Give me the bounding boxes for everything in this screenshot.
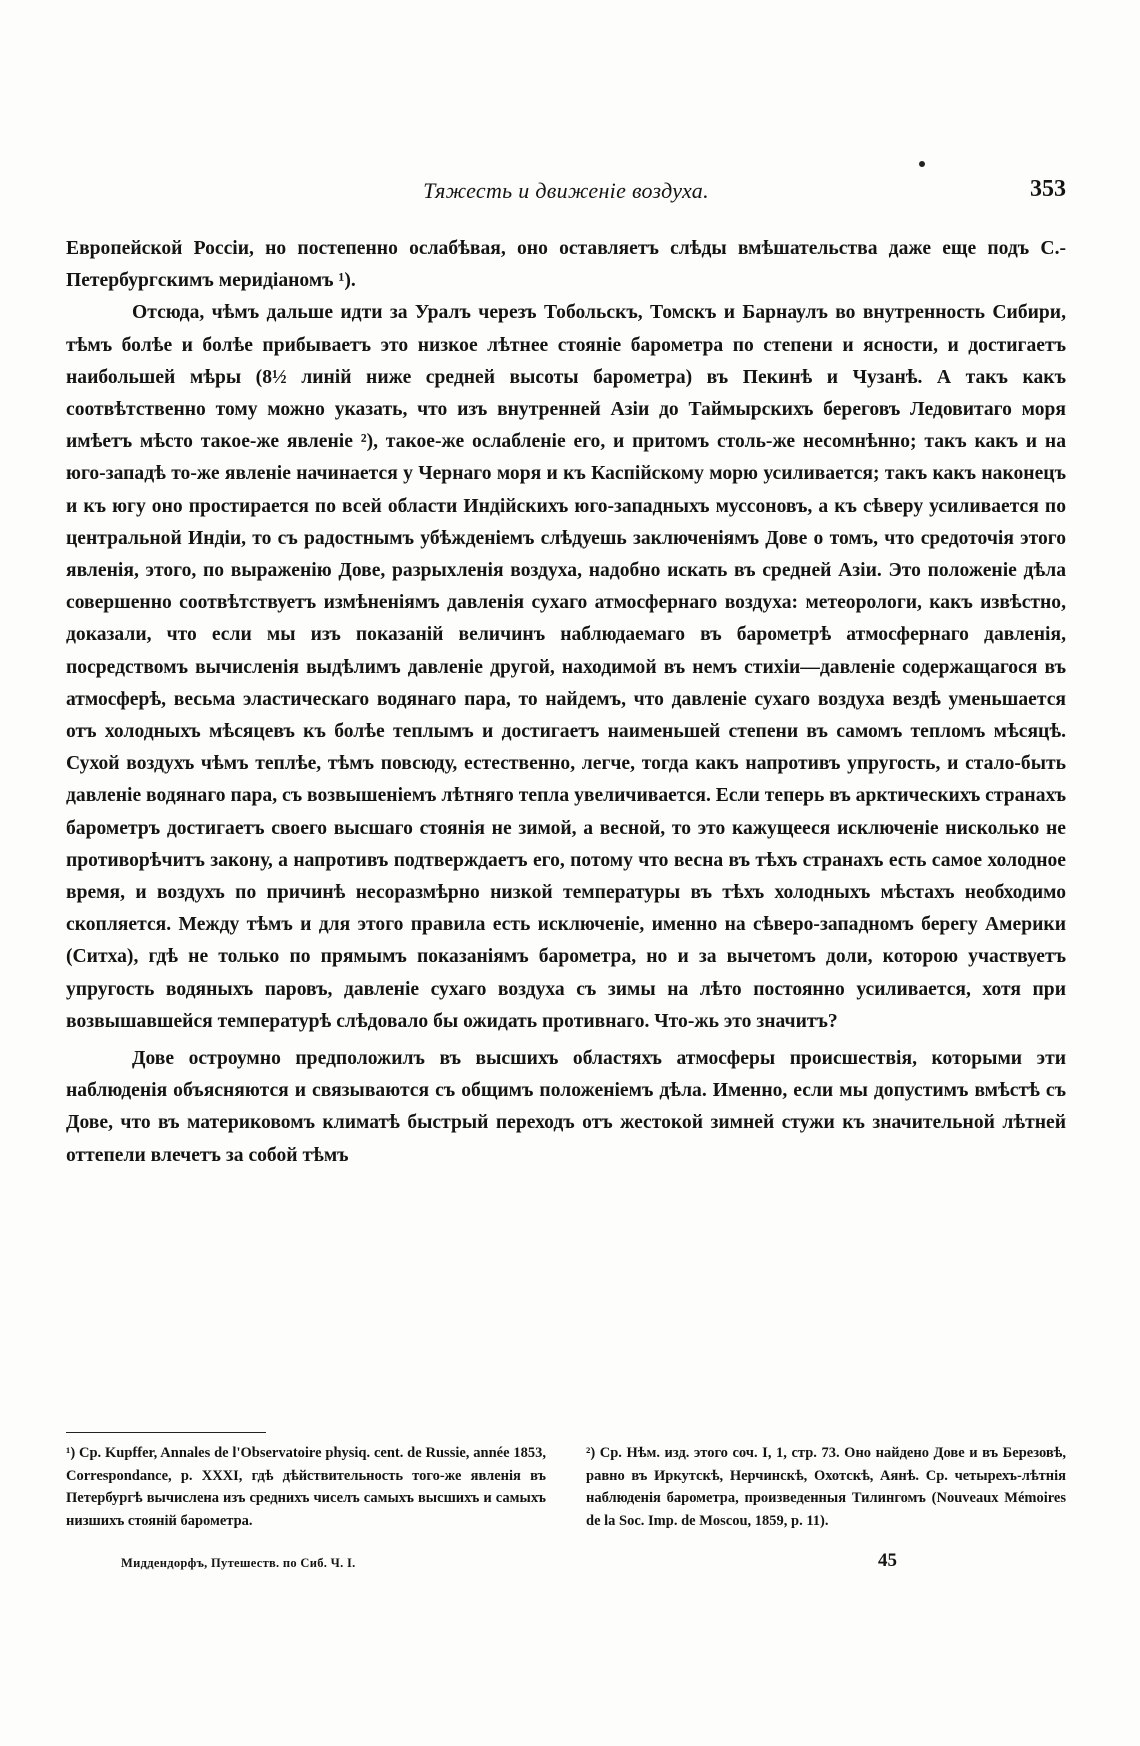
sheet-number: 45 (878, 1550, 897, 1571)
page-header (66, 174, 1066, 214)
footnotes (66, 1442, 1066, 1532)
footnote-2: ²) Ср. Нѣм. изд. этого соч. I, 1, стр. 73. Оно найдено Дове и въ Березовѣ, равно въ Иркутскѣ, Нерчинскѣ, Охотскѣ, Аянѣ. Ср. четырехъ-лѣтнія наблюденія барометра, произведенныя Тилингомъ (Nouveaux Mémoires de la Soc. Imp. de Moscou, 1859, p. 11). (586, 1445, 1066, 1529)
footnote-rule (66, 1432, 266, 1433)
running-title: Тяжесть и движеніе воздуха. (423, 178, 709, 203)
footnote-1: ¹) Ср. Kupffer, Annales de l'Observatoire physiq. cent. de Russie, année 1853, Correspondance, p. XXXI, гдѣ дѣйствительность того-же явленія въ Петербургѣ вычислена изъ среднихъ чиселъ самыхъ высшихъ и самыхъ низшихъ стояній барометра. (66, 1445, 546, 1529)
page-footer (66, 1550, 1066, 1580)
paragraph: Дове остроумно предположилъ въ высшихъ областяхъ атмосферы происшествія, которыми эти наблюденія объясняются и связываются съ общимъ положеніемъ дѣла. Именно, если мы допустимъ вмѣстѣ съ Дове, что въ материковомъ климатѣ быстрый переходъ отъ жестокой зимней стужи къ значительной лѣтней оттепели влечетъ за собой тѣмъ (66, 1048, 1066, 1166)
main-text (66, 233, 1066, 1172)
paragraph-continuation: Европейской Россіи, но постепенно ослабѣвая, оно оставляетъ слѣды вмѣшательства даже еще подъ С.-Петербургскимъ меридіаномъ ¹). (66, 238, 1066, 292)
printer-signature: Миддендорфъ, Путешеств. по Сиб. Ч. I. (121, 1556, 356, 1570)
page-number: 353 (1030, 176, 1066, 202)
paragraph: Отсюда, чѣмъ дальше идти за Уралъ черезъ Тобольскъ, Томскъ и Барнаулъ во внутренность Сибири, тѣмъ болѣе и болѣе прибываетъ это низкое лѣтнее стояніе барометра по степени и ясности, и достигаетъ наибольшей мѣры (8½ линій ниже средней высоты барометра) въ Пекинѣ и Чузанѣ. А такъ какъ соотвѣтственно тому можно указать, что изъ внутренней Азіи до Таймырскихъ береговъ Ледовитаго моря имѣетъ мѣсто такое-же явленіе ²), такое-же ослабленіе его, и притомъ столь-же несомнѣнно; такъ какъ и на юго-западѣ то-же явленіе начинается у Чернаго моря и къ Каспійскому морю усиливается; такъ какъ наконецъ и къ югу оно простирается по всей области Индійскихъ юго-западныхъ муссоновъ, а къ сѣверу усиливается по центральной Индіи, то съ радостнымъ убѣжденіемъ слѣдуешь заключеніямъ Дове о томъ, что средоточія этого явленія, этого, по выраженію Дове, разрыхленія воздуха, надобно искать въ средней Азіи. Это положеніе дѣла совершенно соотвѣтствуетъ измѣненіямъ давленія сухаго атмосфернаго воздуха: метеорологи, какъ извѣстно, доказали, что если мы изъ показаній величинъ наблюдаемаго въ барометрѣ атмосфернаго давленія, посредствомъ вычисленія выдѣлимъ давленіе другой, находимой въ немъ стихіи—давленіе содержащагося въ атмосферѣ, весьма эластическаго водянаго пара, то найдемъ, что давленіе сухаго воздуха вездѣ уменьшается отъ холодныхъ мѣсяцевъ къ болѣе теплымъ и достигаетъ наименьшей степени въ самомъ тепломъ мѣсяцѣ. Сухой воздухъ чѣмъ теплѣе, тѣмъ повсюду, естественно, легче, тогда какъ напротивъ упругость, и стало-быть давленіе водянаго пара, съ возвышеніемъ лѣтняго тепла увеличивается. Если теперь въ арктическихъ странахъ барометръ достигаетъ своего высшаго стоянія не зимой, а весной, то это кажущееся исключеніе нисколько не противорѣчитъ закону, а напротивъ подтверждаетъ его, потому что весна въ тѣхъ странахъ есть самое холодное время, и воздухъ по причинѣ несоразмѣрно низкой температуры въ тѣхъ холодныхъ мѣстахъ необходимо скопляется. Между тѣмъ и для этого правила есть исключеніе, именно на сѣверо-западномъ берегу Америки (Ситха), гдѣ не только по прямымъ показаніямъ барометра, но и за вычетомъ доли, которою участвуетъ упругость водяныхъ паровъ, давленіе сухаго воздуха съ зимы на лѣто постоянно усиливается, хотя при возвышавшейся температурѣ слѣдовало бы ожидать противнаго. Что-жь это значитъ? (66, 302, 1066, 1032)
ink-speck (919, 161, 925, 167)
